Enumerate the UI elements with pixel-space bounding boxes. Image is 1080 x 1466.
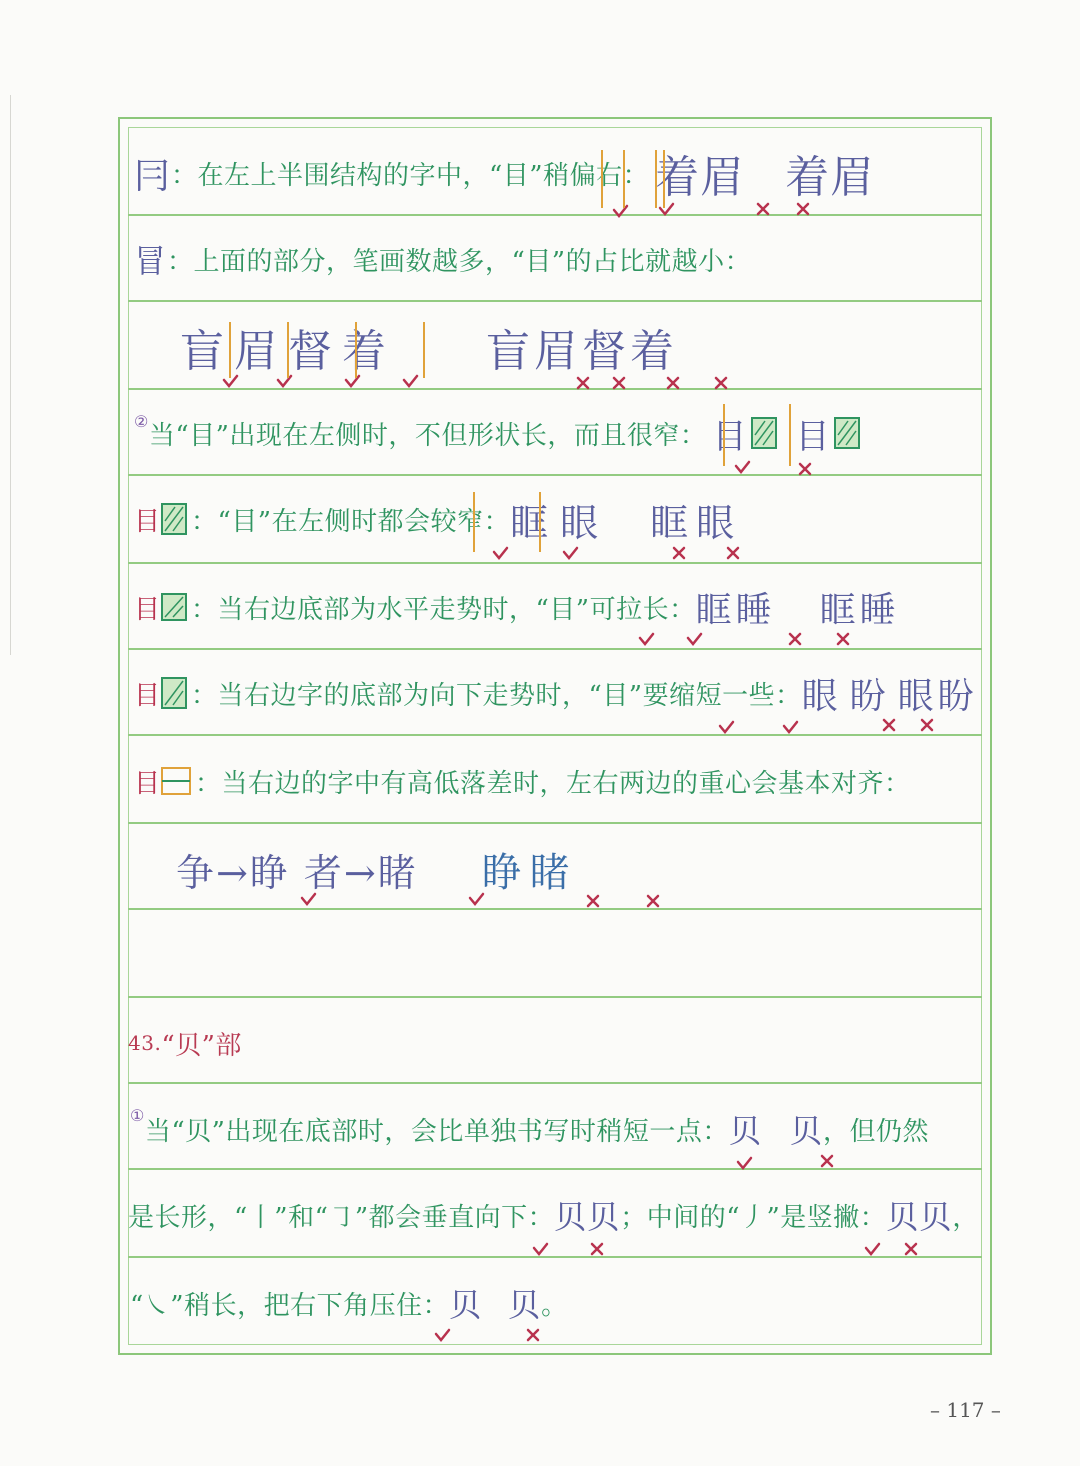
example-wrong: 眶睡 (819, 589, 900, 631)
example-correct: 贝 (886, 1198, 920, 1236)
note-text: ：“目”在左侧时都会较窄： (191, 506, 511, 537)
page-number: – 117 – (930, 1398, 1001, 1422)
note-row-14 (130, 1260, 970, 1346)
example-wrong: 眶眼 (650, 500, 743, 545)
note-text: ：在左上半围结构的字中，“目”稍偏右： (171, 160, 650, 191)
radical-diagram: 目 (134, 506, 162, 537)
example-wrong: 盲眉督着 (486, 326, 678, 377)
note-row-2 (134, 216, 974, 302)
example-wrong: 目 (795, 416, 831, 457)
note-text: ：上面的部分，笔画数越多，“目”的占比就越小： (167, 246, 752, 277)
hatched-box-icon (834, 417, 860, 449)
note-text: ：当右边底部为水平走势时，“目”可拉长： (191, 594, 696, 625)
note-text: ：当右边的字中有高低落差时，左右两边的重心会基本对齐： (195, 768, 911, 799)
example-wrong: 眼盼 (897, 675, 978, 717)
note-row-8 (134, 738, 974, 824)
radical-diagram: 冃 (134, 155, 172, 197)
example-correct: 目 (712, 416, 748, 457)
hatched-box-icon (161, 593, 187, 621)
example-wrong: 贝 (587, 1198, 621, 1236)
note-text: “㇏”稍长，把右下角压住： (130, 1290, 450, 1321)
section-heading-row (128, 1000, 968, 1086)
radical-diagram: 目 (134, 680, 162, 711)
example-correct: 眶睡 (695, 589, 776, 631)
example-correct: 争→睁 者→睹 (176, 850, 418, 895)
note-text: ：当右边字的底部为向下走势时，“目”要缩短一些： (191, 680, 802, 711)
example-wrong: 贝 (508, 1286, 542, 1324)
note-row-10 (134, 912, 974, 998)
example-correct: 盲眉督着 (180, 326, 396, 377)
note-text: 是长形，“丨”和“㇆”都会垂直向下： (128, 1202, 555, 1233)
split-box-icon (161, 767, 191, 795)
example-correct: 着眉 (655, 152, 746, 203)
note-text: 当“目”出现在左侧时，不但形状长，而且很窄： (148, 420, 707, 451)
example-correct: 贝 (449, 1286, 483, 1324)
point-number: ① (130, 1106, 145, 1125)
note-row-3 (180, 304, 1020, 390)
note-row-9 (176, 826, 1016, 912)
radical-diagram: 冒 (134, 242, 168, 280)
note-text-tail: 。 (541, 1290, 568, 1321)
note-row-13 (128, 1172, 979, 1258)
section-title: “贝”部 (161, 1030, 242, 1061)
section-number: 43. (128, 1031, 162, 1055)
hatched-box-icon (161, 503, 187, 535)
example-correct: 贝 (728, 1112, 762, 1150)
example-wrong: 着眉 (785, 152, 876, 203)
note-row-6 (134, 564, 974, 650)
point-number: ② (134, 412, 149, 431)
hatched-box-icon (751, 417, 777, 449)
radical-diagram: 目 (134, 768, 162, 799)
note-text-tail: ，但仍然 (822, 1116, 929, 1147)
note-row-12 (130, 1086, 970, 1172)
example-wrong: 贝 (919, 1198, 953, 1236)
binding-edge (10, 95, 11, 655)
note-row-5 (134, 476, 974, 562)
note-row-4 (134, 390, 974, 476)
example-wrong: 贝 (789, 1112, 823, 1150)
hatched-box-icon (161, 677, 187, 709)
example-wrong: 睁睹 (481, 849, 578, 896)
example-correct: 贝 (554, 1198, 588, 1236)
note-text-tail: ；中间的“丿”是竖撇： (620, 1202, 887, 1233)
note-row-7 (134, 650, 978, 736)
example-correct: 眶眼 (510, 500, 611, 545)
example-correct: 眼盼 (801, 675, 898, 717)
note-text: 当“贝”出现在底部时，会比单独书写时稍短一点： (144, 1116, 729, 1147)
note-text-tail: ， (952, 1202, 979, 1233)
note-row-1 (134, 130, 974, 216)
radical-diagram: 目 (134, 594, 162, 625)
